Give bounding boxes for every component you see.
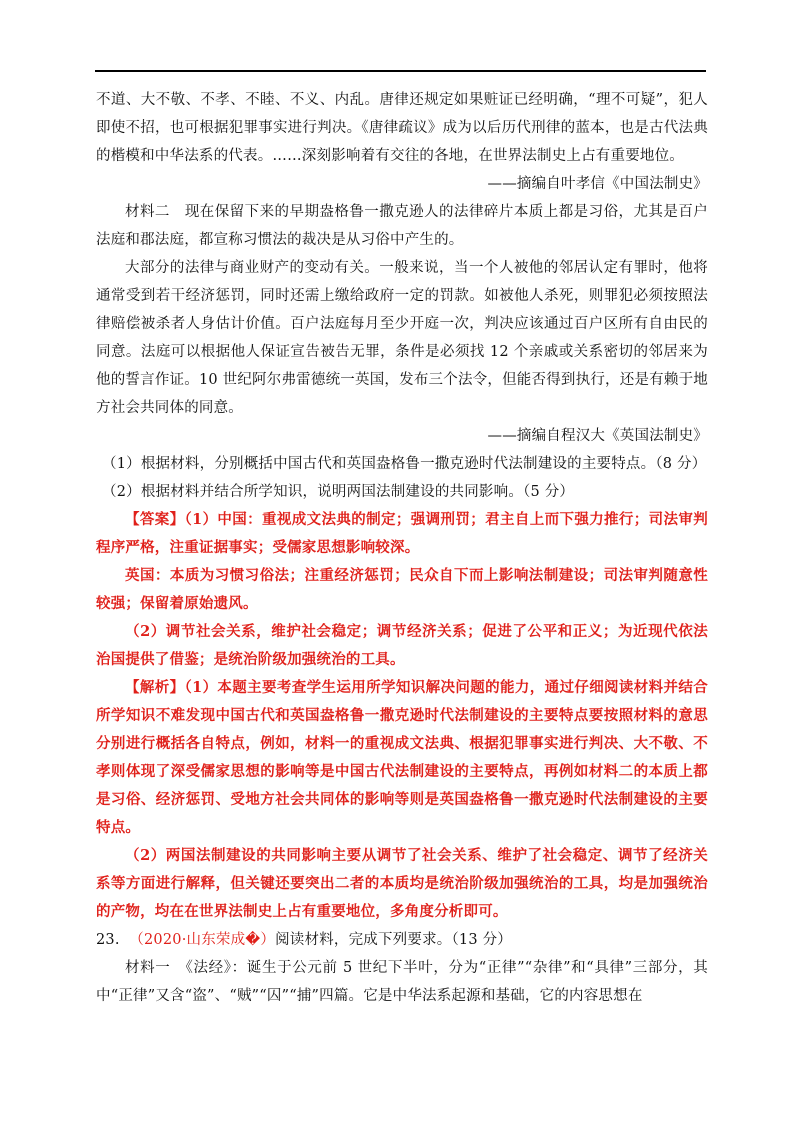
- material1-source: ——摘编自叶孝信《中国法制史》: [487, 176, 708, 192]
- answer-china: [96, 506, 708, 562]
- answer-england: 英国：本质为习惯习俗法；注重经济惩罚；民众自下而上影响法制建设；司法审判随意性较强；保留着原始遗风。: [96, 567, 708, 612]
- answer-2: （2）调节社会关系，维护社会稳定；调节经济关系；促进了公平和正义；为近现代依法治国提供了借鉴；是统治阶级加强统治的工具。: [96, 623, 708, 668]
- question-23-material1: 材料一 《法经》：诞生于公元前 5 世纪下半叶，分为“正律”“杂律”和“具律”三部分，其中“正律”又含“盗”、“贼”“囚”“捕”四篇。它是中华法系起源和基础，它的内容思想在: [96, 960, 708, 1004]
- question-23-text: 阅读材料，完成下列要求。（13 分）: [275, 932, 512, 948]
- material1-continuation: 不道、大不敬、不孝、不睦、不义、内乱。唐律还规定如果赃证已经明确，“理不可疑”，犯人即使不招，也可根据犯罪事实进行判决。《唐律疏议》成为以后历代刑律的蓝本，也是古代法典的楷模和中华法系的代表。……深刻影响着有交往的各地，在世界法制史上占有重要地位。: [96, 92, 708, 164]
- question-2: （2）根据材料并结合所学知识，说明两国法制建设的共同影响。（5 分）: [102, 484, 575, 500]
- analysis-1: [96, 674, 708, 842]
- answer-tag: 【答案】: [125, 511, 185, 528]
- analysis-1-text: （1）本题主要考查学生运用所学知识解决问题的能力，通过仔细阅读材料并结合所学知识不难发现中国古代和英国盎格鲁一撒克逊时代法制建设的主要特点要按照材料的意思分别进行概括各自特点，例如，材料一的重视成文法典、根据犯罪事实进行判决、大不敬、不孝则体现了深受儒家思想的影响等是中国古代法制建设的主要特点，再例如材料二的本质上都是习俗、经济惩罚、受地方社会共同体的影响等则是英国盎格鲁一撒克逊时代法制建设的主要特点。: [96, 679, 708, 836]
- material2-paragraph-1: 材料二 现在保留下来的早期盎格鲁一撒克逊人的法律碎片本质上都是习俗，尤其是百户法庭和郡法庭，都宣称习惯法的裁决是从习俗中产生的。: [96, 204, 708, 248]
- header-rule: [95, 70, 706, 72]
- analysis-2: （2）两国法制建设的共同影响主要从调节了社会关系、维护了社会稳定、调节了经济关系等方面进行解释，但关键还要突出二者的本质均是统治阶级加强统治的工具，均是加强统治的产物，均在在世界法制史上占有重要地位，多角度分析即可。: [96, 847, 708, 920]
- question-23-number: 23.: [96, 932, 120, 948]
- material2-paragraph-2: 大部分的法律与商业财产的变动有关。一般来说，当一个人被他的邻居认定有罪时，他将通常受到若干经济惩罚，同时还需上缴给政府一定的罚款。如被他人杀死，则罪犯必须按照法律赔偿被杀者人身估计价值。百户法庭每月至少开庭一次，判决应该通过百户区所有自由民的同意。法庭可以根据他人保证宣告被告无罪，条件是必须找 12 个亲戚或关系密切的邻居来为他的誓言作证。10 世纪阿尔弗雷德统一英国，发布三个法令，但能否得到执行，还是有赖于地方社会共同体的同意。: [96, 260, 708, 416]
- analysis-tag: 【解析】: [125, 679, 185, 696]
- question-23: [96, 926, 708, 954]
- document-body: [96, 86, 708, 1010]
- material2-source: ——摘编自程汉大《英国法制史》: [487, 428, 708, 444]
- question-23-source: （2020·山东荣成�）: [129, 932, 276, 948]
- answer-china-text: （1）中国：重视成文法典的制定；强调刑罚；君主自上而下强力推行；司法审判程序严格，注重证据事实；受儒家思想影响较深。: [96, 511, 708, 556]
- question-1: （1）根据材料，分别概括中国古代和英国盎格鲁一撒克逊时代法制建设的主要特点。（8 分）: [102, 456, 707, 472]
